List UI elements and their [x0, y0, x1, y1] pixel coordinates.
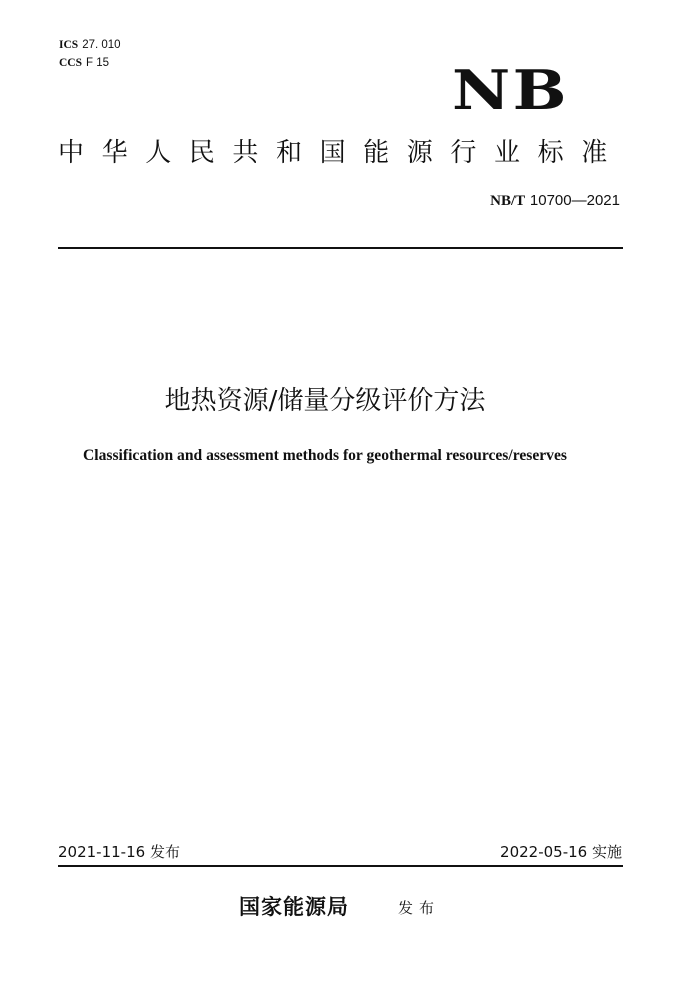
title-english: Classification and assessment methods for geothermal resources/reserves	[83, 447, 567, 464]
top-divider	[58, 247, 623, 249]
issue-date: 2021-11-16 发布	[58, 843, 180, 861]
ics-code	[59, 38, 121, 52]
standard-number	[440, 190, 620, 211]
title-chinese: 地热资源/储量分级评价方法	[164, 386, 486, 416]
ccs-value: F 15	[86, 57, 110, 69]
ics-value: 27. 010	[82, 39, 121, 51]
standard-number-value: 10700—2021	[529, 192, 620, 209]
issuer-action: 发布	[398, 899, 441, 917]
bottom-divider	[58, 865, 623, 867]
implementation-date: 2022-05-16 实施	[500, 843, 622, 861]
ccs-code	[59, 56, 109, 70]
industry-standard-heading: 中华人民共和国能源行业标准	[58, 138, 625, 168]
ccs-label: CCS	[59, 57, 83, 69]
ics-label: ICS	[59, 39, 79, 51]
issuer-name: 国家能源局	[239, 895, 349, 919]
standard-prefix: NB/T	[490, 193, 526, 209]
nb-logo: NB	[452, 58, 569, 122]
